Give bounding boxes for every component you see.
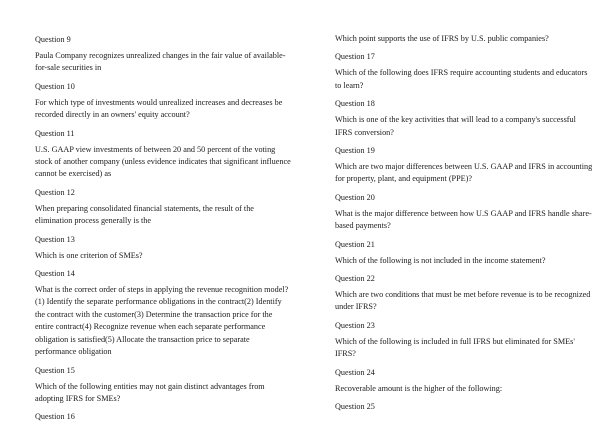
question-entry [35,410,293,423]
question-text: Which is one criterion of SMEs? [35,250,143,260]
question-text: U.S. GAAP view investments of between 20 and 50 percent of the voting stock of another company (unless evidence indicates that significant influence cannot be exercised) as [35,144,291,179]
question-entry [35,233,293,262]
question-text: Which of the following is included in full IFRS but eliminated for SMEs' IFRS? [335,336,575,359]
question-text: What is the major difference between how U.S GAAP and IFRS handle share-based payments? [335,208,592,231]
question-text: For which type of investments would unrealized increases and decreases be recorded directly in an owners' equity account? [35,97,283,120]
question-heading: Question 17 [335,52,375,62]
question-heading: Question 25 [335,402,375,412]
question-text: Paula Company recognizes unrealized changes in the fair value of available-for-sale securities in [35,51,286,73]
question-text: Which point supports the use of IFRS by U.S. public companies? [335,34,549,43]
question-heading: Question 12 [35,187,75,197]
question-heading: Question 16 [35,412,75,422]
question-entry [35,80,293,122]
question-heading: Question 19 [335,146,375,156]
question-entry [335,238,593,267]
question-entry [335,319,593,361]
question-entry [35,267,293,358]
question-entry [335,97,593,139]
question-entry [35,33,293,75]
question-text: Recoverable amount is the higher of the following: [335,383,503,393]
question-entry [335,144,593,186]
left-column [35,33,293,427]
question-heading: Question 14 [35,269,75,279]
question-entry [35,364,293,406]
question-text: What is the correct order of steps in applying the revenue recognition model?(1) Identify the separate performance obligations in the contract(2) Identify the contract with the customer(3) Determine the transaction price for the entire contract(4) Recognize revenue when each separate performance obligation is satisfied(5) Allocate the transaction price to separate performance obligation [35,285,289,357]
question-entry [335,272,593,314]
question-heading: Question 10 [35,81,75,91]
question-entry [35,127,293,181]
question-entry [35,186,293,228]
question-heading: Question 15 [35,365,75,375]
question-text: Which of the following entities may not gain distinct advantages from adopting IFRS for SMEs? [35,381,265,403]
question-heading: Question 18 [335,99,375,109]
question-entry [335,33,593,45]
question-heading: Question 23 [335,320,375,330]
question-heading: Question 9 [35,35,71,44]
question-heading: Question 21 [335,239,375,249]
question-text: Which of the following is not included in the income statement? [335,255,546,265]
question-entry [335,191,593,233]
question-text: When preparing consolidated financial statements, the result of the elimination process generally is the [35,203,254,226]
question-entry [335,400,593,413]
question-entry [335,50,593,92]
question-heading: Question 13 [35,234,75,244]
right-column [335,33,593,417]
question-heading: Question 11 [35,128,75,138]
question-text: Which is one of the key activities that will lead to a company's successful IFRS conversion? [335,115,576,137]
question-heading: Question 24 [335,367,375,377]
question-text: Which are two conditions that must be met before revenue is to be recognized under IFRS? [335,290,591,312]
question-heading: Question 20 [335,192,375,202]
question-entry [335,366,593,395]
question-text: Which of the following does IFRS require accounting students and educators to learn? [335,68,588,90]
question-text: Which are two major differences between U.S. GAAP and IFRS in accounting for property, plant, and equipment (PPE)? [335,162,593,184]
question-heading: Question 22 [335,274,375,284]
